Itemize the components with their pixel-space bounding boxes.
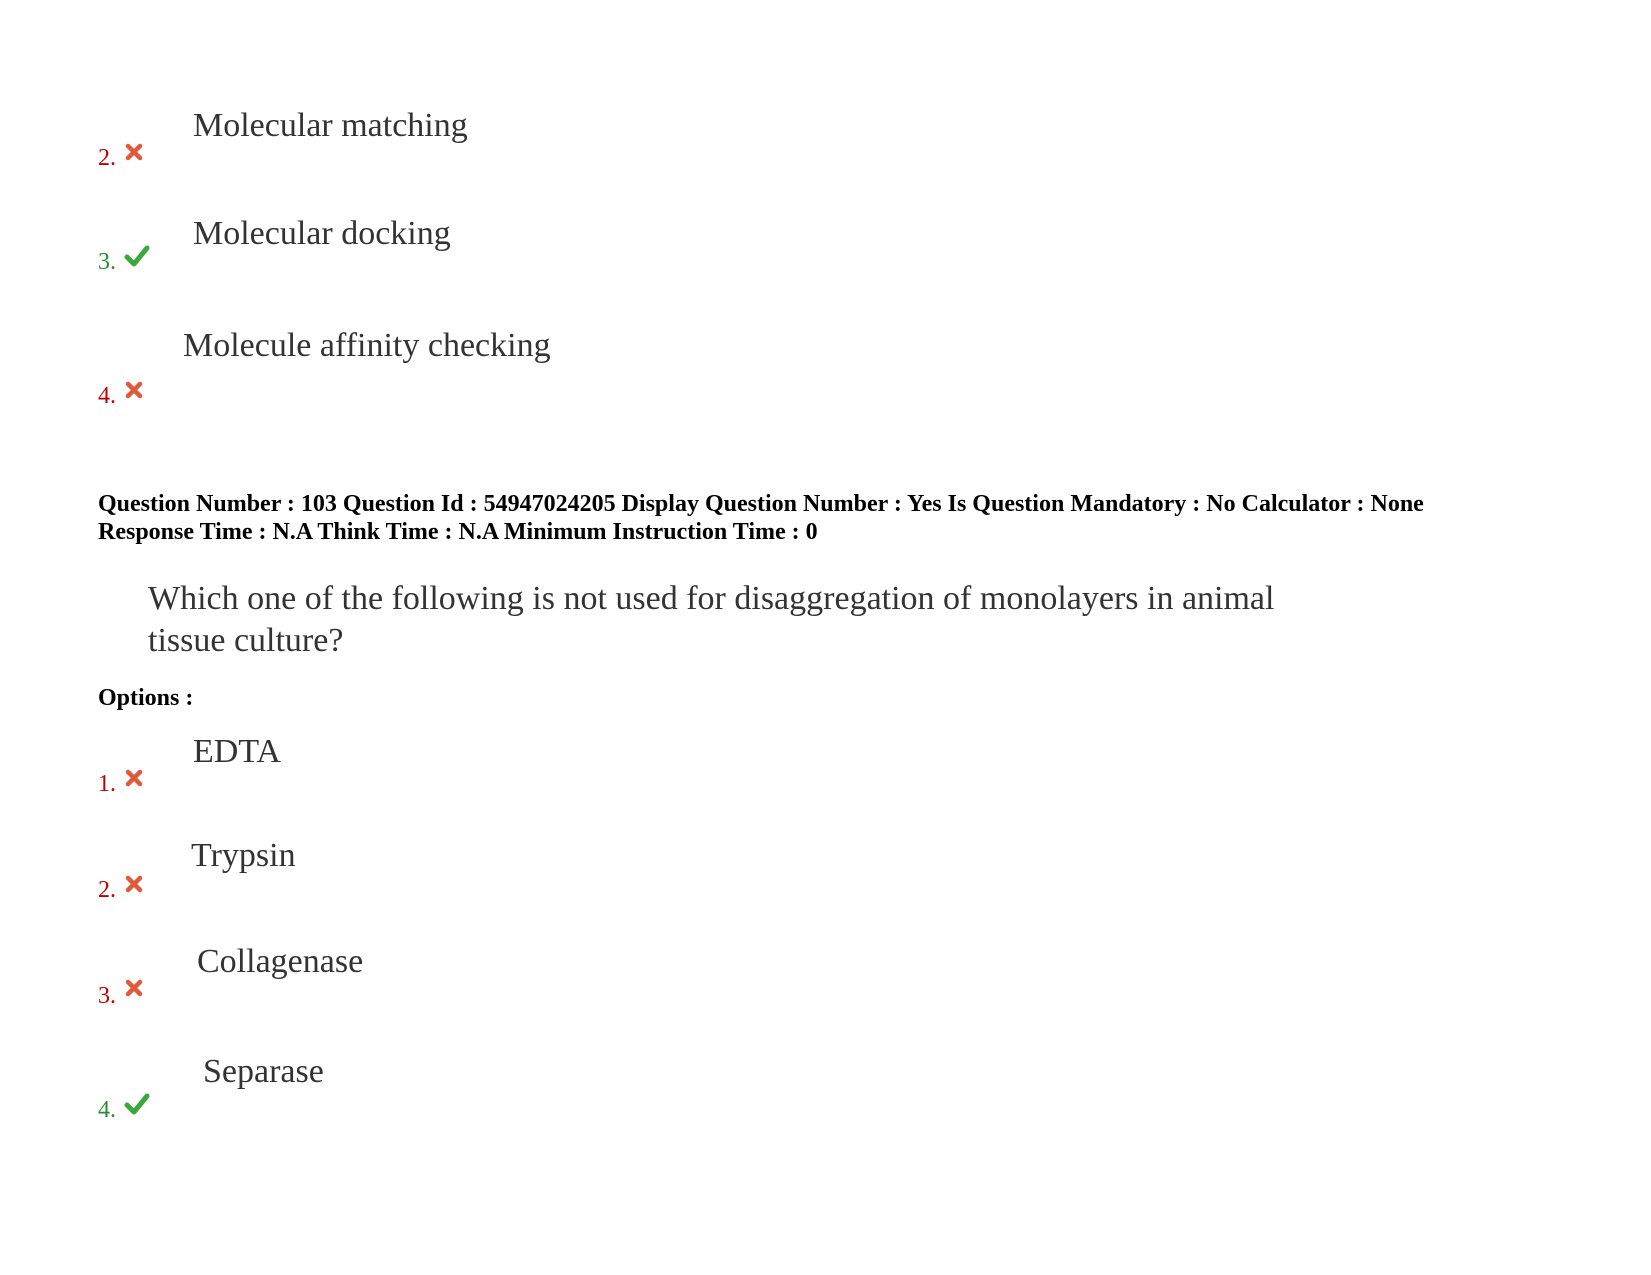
question-meta [98, 490, 1598, 546]
question-meta-line1: Question Number : 103 Question Id : 54947024205 Display Question Number : Yes Is Question Mandatory : No Calculator : None [98, 491, 1424, 517]
cross-icon [124, 978, 148, 1002]
option-text: Collagenase [197, 943, 364, 980]
cross-icon [124, 142, 148, 166]
option-4 [0, 1054, 1651, 1144]
question-text-line2: tissue culture? [148, 622, 344, 659]
option-number: 1. [98, 771, 116, 797]
option-number: 3. [98, 983, 116, 1009]
option-text: Molecular matching [193, 107, 468, 144]
option-text: Molecule affinity checking [183, 327, 551, 364]
question-meta-line2: Response Time : N.A Think Time : N.A Minimum Instruction Time : 0 [98, 519, 818, 545]
option-3 [0, 944, 1651, 1034]
option-1 [0, 734, 1651, 824]
question-text [148, 578, 1448, 662]
option-number: 3. [98, 249, 116, 275]
option-number: 2. [98, 877, 116, 903]
question-text-line1: Which one of the following is not used for disaggregation of monolayers in animal [148, 580, 1275, 617]
option-text: EDTA [193, 733, 281, 770]
options-label: Options : [98, 685, 194, 711]
option-text: Trypsin [191, 837, 296, 874]
check-icon [124, 244, 148, 268]
cross-icon [124, 380, 148, 404]
option-number: 4. [98, 1097, 116, 1123]
cross-icon [124, 768, 148, 792]
check-icon [124, 1092, 148, 1116]
cross-icon [124, 874, 148, 898]
option-2 [0, 838, 1651, 928]
option-number: 2. [98, 145, 116, 171]
option-text: Separase [203, 1053, 324, 1090]
prev-option-4 [0, 326, 1651, 416]
option-number: 4. [98, 383, 116, 409]
prev-option-3 [0, 214, 1651, 304]
option-text: Molecular docking [193, 215, 451, 252]
prev-option-2 [0, 108, 1651, 198]
